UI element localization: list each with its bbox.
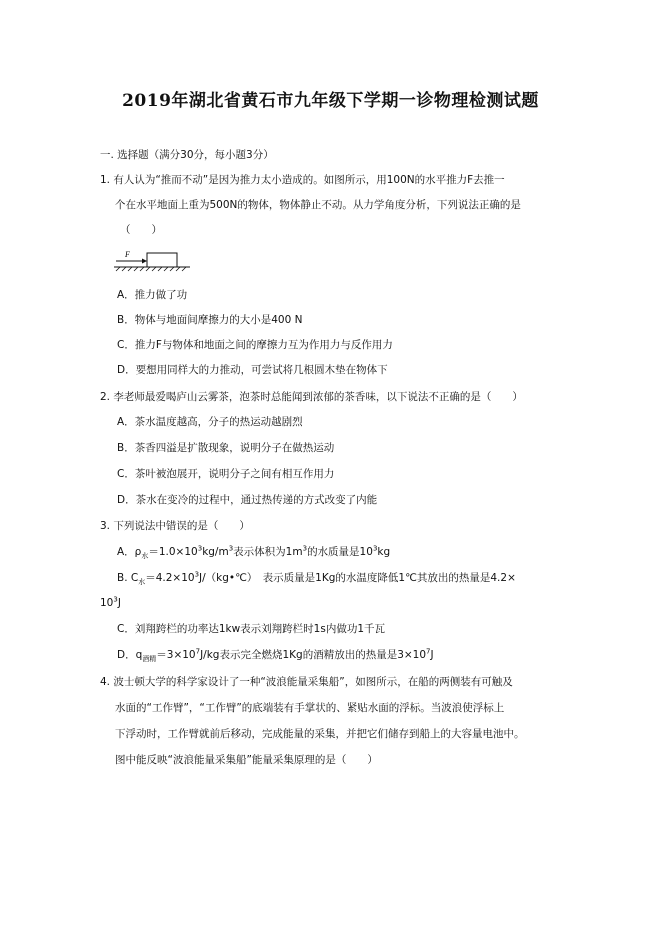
q1-arrow-head [142,259,147,264]
q3-option-a: A．$\rho_水=1.0\times 10^3kg/m^3$表示体积为$1m^3$的水质量是$10^3kg$ [117,544,391,561]
q1-option-c: C．推力F与物体和地面之间的摩擦力互为作用力与反作用力 [117,339,393,351]
q2-option-b: B．茶香四溢是扩散现象，说明分子在做热运动 [117,442,335,454]
q3-option-c: C．刘翔跨栏的功率达1kw表示刘翔跨栏时1s内做功1千瓦 [117,623,386,635]
q1-force-label: F [125,250,130,259]
q2-option-a: A．茶水温度越高，分子的热运动越剧烈 [117,416,303,428]
q4-line3: 下浮动时，工作臂就前后移动，完成能量的采集，并把它们储存到船上的大容量电池中。 [115,728,525,740]
q1-answer-bracket: （ ） [120,224,162,236]
q1-option-b: B．物体与地面间摩擦力的大小是400 N [117,314,303,326]
page-title: 2019年湖北省黄石市九年级下学期一诊物理检测试题 [122,91,539,111]
q1-push-figure [112,248,192,272]
q3-line1: 3. 下列说法中错误的是（ ） [100,520,250,532]
q1-ground-hatch [116,267,186,271]
section-heading: 一. 选择题（满分30分，每小题3分） [100,149,274,161]
q2-option-c: C．茶叶被泡展开，说明分子之间有相互作用力 [117,468,335,480]
q1-line2: 个在水平地面上重为500N的物体，物体静止不动。从力学角度分析，下列说法正确的是 [115,199,521,211]
q4-line1: 4. 波士顿大学的科学家设计了一种“波浪能量采集船”，如图所示，在船的两侧装有可触及 [100,676,513,688]
q1-line1: 1. 有人认为“推而不动”是因为推力太小造成的。如图所示，用100N的水平推力F去推一 [100,174,505,186]
q2-option-d: D．茶水在变冷的过程中，通过热传递的方式改变了内能 [117,494,378,506]
q3-option-b: B. $C_水=4.2\times 10^3J/(kg•℃)$ 表示质量是1Kg的水温度降低1℃其放出的热量是4.2× [117,570,516,587]
q2-line1: 2. 李老师最爱喝庐山云雾茶，泡茶时总能闻到浓郁的茶香味，以下说法不正确的是（ ） [100,391,523,403]
q3-option-b-cont: $10^3J$ [100,595,121,609]
q4-line2: 水面的“工作臂”，“工作臂”的底端装有手掌状的、紧贴水面的浮标。当波浪使浮标上 [115,702,505,714]
q4-line4: 图中能反映“波浪能量采集船”能量采集原理的是（ ） [115,754,378,766]
q3-option-d: D．$q_{酒精}=3\times 10^7J/kg$表示完全燃烧1Kg的酒精放出的热量是$3\times 10^7J$ [117,647,434,664]
q1-option-a: A．推力做了功 [117,289,188,301]
q1-block [147,253,177,267]
q1-option-d: D．要想用同样大的力推动，可尝试将几根圆木垫在物体下 [117,364,388,376]
